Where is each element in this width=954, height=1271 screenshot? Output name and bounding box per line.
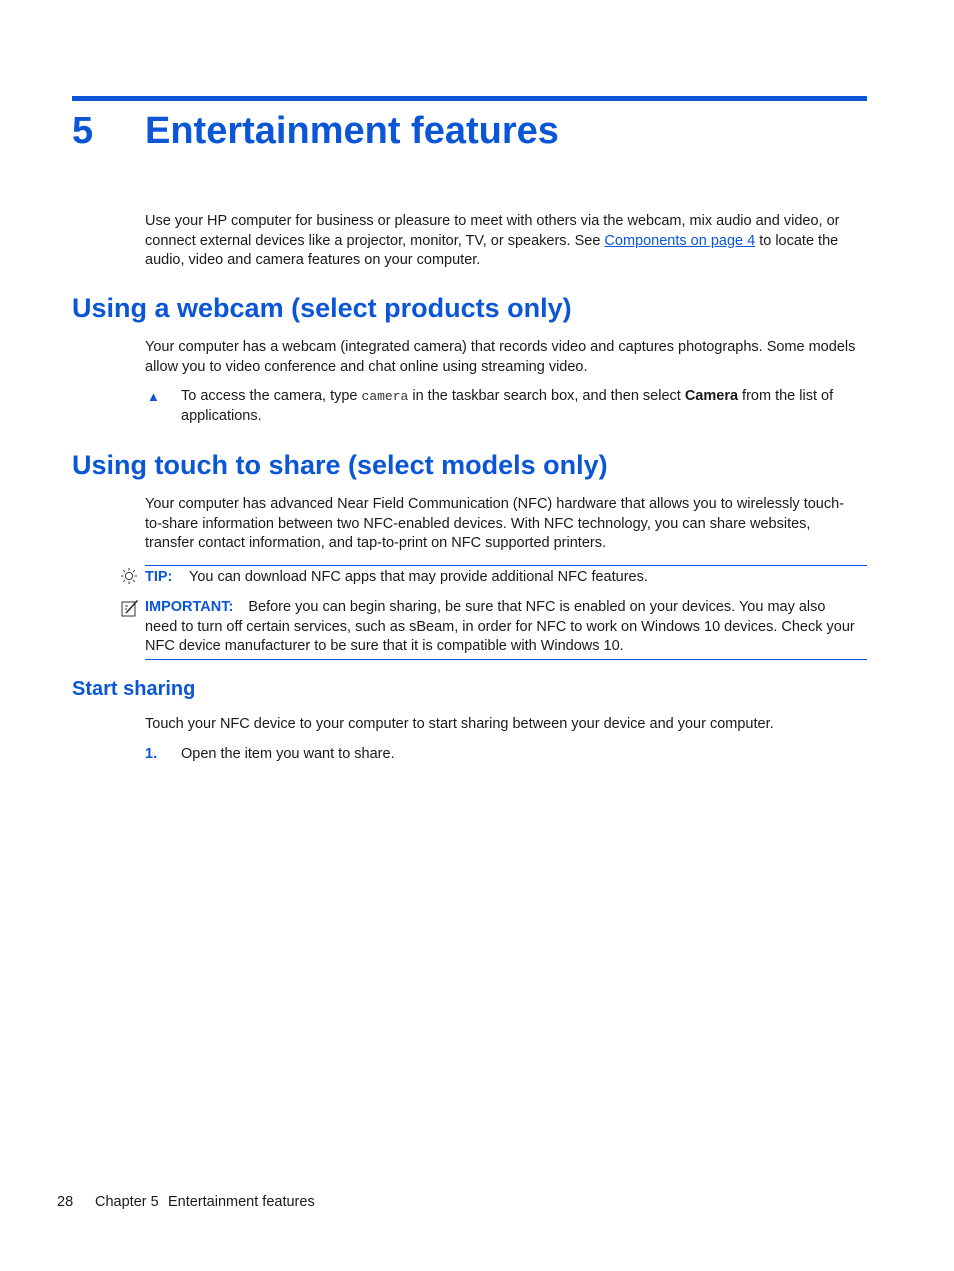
camera-command: camera (361, 389, 409, 404)
webcam-heading: Using a webcam (select products only) (72, 293, 572, 323)
important-text: Before you can begin sharing, be sure that NFC is enabled on your devices. You may also need to turn off certain services, such as sBeam, in order for NFC to work on Windows 10 devices. Check your NFC device manufacturer to be sure that it is compatible with Windows 10. (145, 599, 855, 654)
tip-text: You can download NFC apps that may provide additional NFC features. (189, 569, 648, 585)
chapter-number: 5 (72, 110, 94, 152)
page-number: 28 (57, 1194, 74, 1210)
intro-paragraph: Use your HP computer for business or pleasure to meet with others via the webcam, mix audio and video, or connect external devices like a projector, monitor, TV, or speakers. See Components on page 4 to locate the audio, video and camera features on your computer. (145, 213, 840, 268)
lightbulb-icon (120, 567, 138, 585)
webcam-instruction: To access the camera, type camera in the taskbar search box, and then select Camera from the list of applications. (181, 388, 834, 424)
camera-app-name: Camera (684, 388, 739, 404)
footer-chapter-title: Entertainment features (168, 1194, 315, 1210)
start-sharing-heading: Start sharing (72, 678, 196, 700)
chapter-title: Entertainment features (145, 110, 559, 152)
bullet-triangle-icon: ▲ (147, 389, 160, 404)
nfc-paragraph: Your computer has advanced Near Field Communication (NFC) hardware that allows you to wirelessly touch-to-share information between two NFC-enabled devices. With NFC technology, you can share websites, transfer contact information, and tap-to-print on NFC supported printers. (145, 496, 844, 551)
tip-top-rule (145, 565, 867, 566)
start-sharing-paragraph: Touch your NFC device to your computer to start sharing between your device and your computer. (145, 716, 774, 732)
step-text: Open the item you want to share. (181, 746, 395, 762)
tip-label: TIP: (145, 569, 173, 585)
chapter-rule (72, 96, 867, 101)
touch-share-heading: Using touch to share (select models only) (72, 450, 608, 480)
webcam-paragraph: Your computer has a webcam (integrated camera) that records video and captures photographs. Some models allow you to video conference and chat online using streaming video. (145, 339, 856, 375)
important-pencil-icon (120, 598, 140, 618)
important-note (145, 598, 861, 657)
components-link[interactable]: Components on page 4 (604, 232, 756, 249)
footer-chapter-label: Chapter 5 (95, 1194, 159, 1210)
step-number: 1. (145, 746, 158, 762)
important-bottom-rule (145, 659, 867, 660)
important-label: IMPORTANT: (145, 599, 234, 615)
